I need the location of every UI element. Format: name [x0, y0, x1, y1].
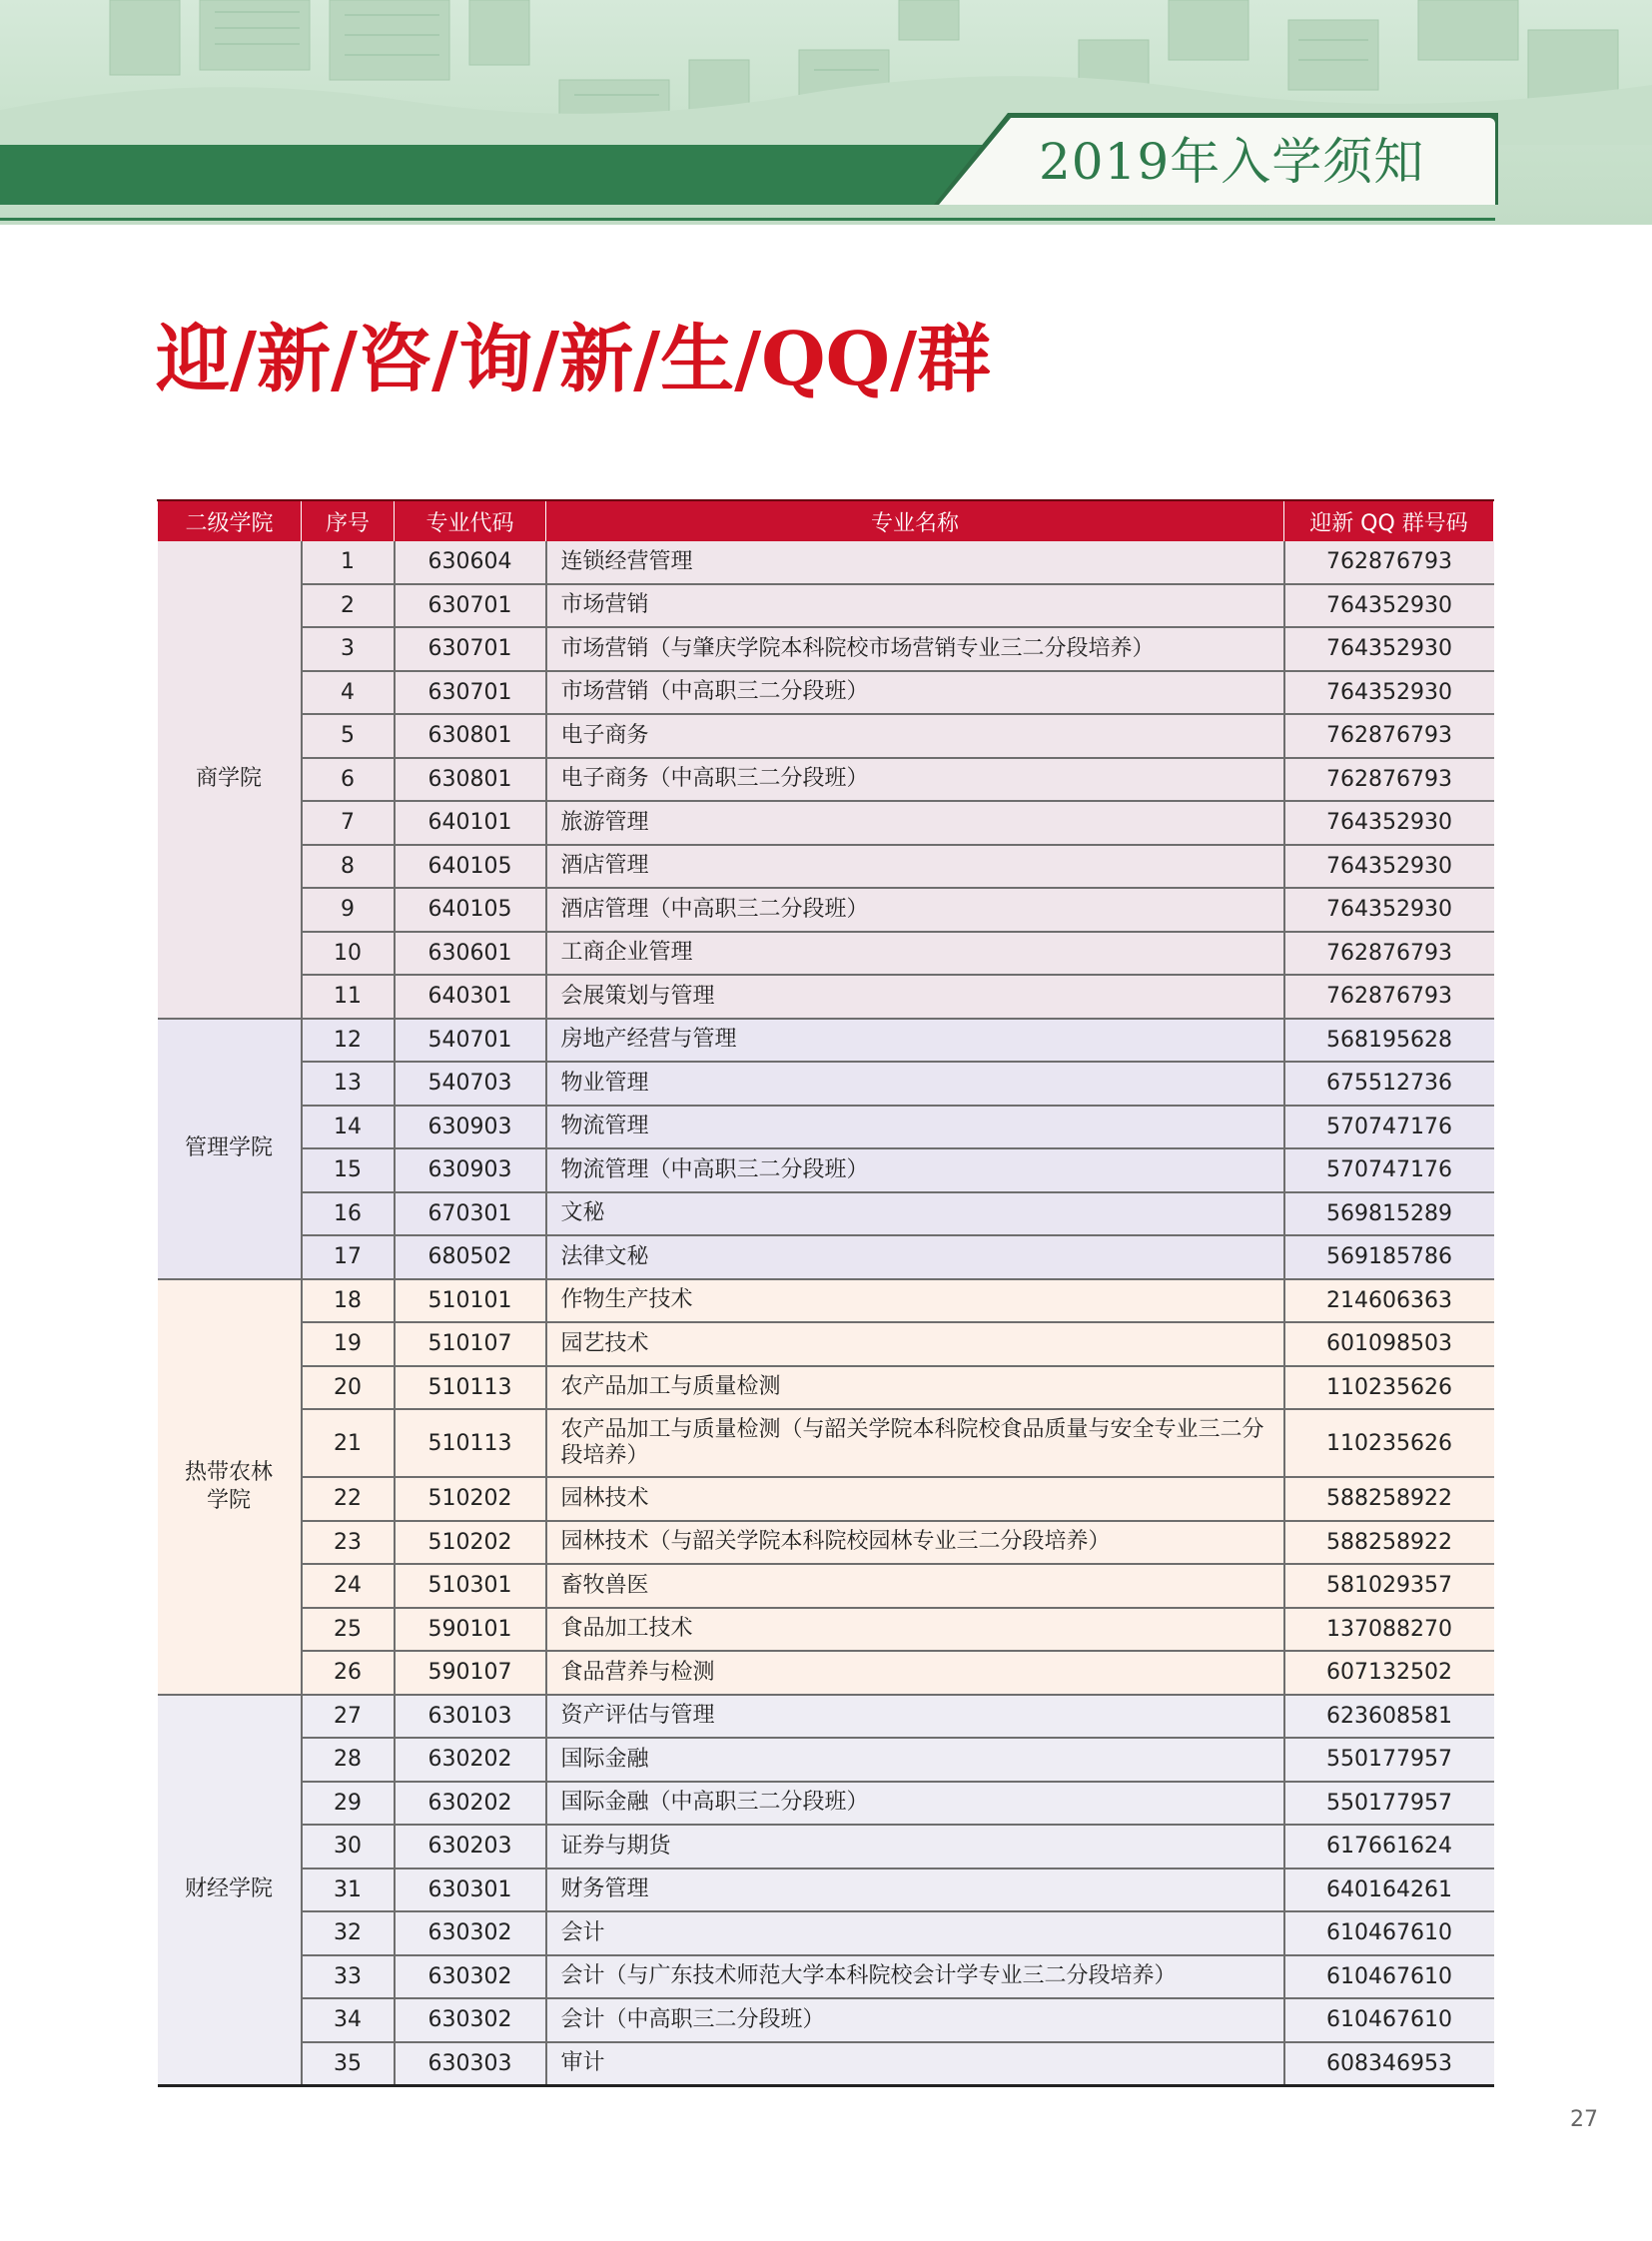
row-number-cell: 15 [302, 1148, 395, 1192]
major-code-cell: 680502 [395, 1235, 546, 1279]
column-header-qq-group: 迎新 QQ 群号码 [1284, 500, 1494, 541]
major-name-cell: 农产品加工与质量检测 [546, 1366, 1284, 1410]
row-number-cell: 34 [302, 1998, 395, 2042]
row-number-cell: 18 [302, 1279, 395, 1323]
qq-group-cell: 588258922 [1284, 1521, 1494, 1565]
major-name-cell: 市场营销 [546, 584, 1284, 628]
table-row [158, 2042, 1494, 2086]
table-row [158, 584, 1494, 628]
table-row [158, 1955, 1494, 1999]
qq-group-cell: 550177957 [1284, 1782, 1494, 1826]
table-row [158, 1235, 1494, 1279]
major-name-cell: 物业管理 [546, 1062, 1284, 1106]
major-name-cell: 市场营销（中高职三二分段班） [546, 671, 1284, 715]
page-number: 27 [1570, 2107, 1598, 2132]
qq-group-cell: 640164261 [1284, 1868, 1494, 1912]
qq-group-cell: 623608581 [1284, 1695, 1494, 1739]
table-row [158, 1868, 1494, 1912]
row-number-cell: 8 [302, 845, 395, 889]
table-row [158, 975, 1494, 1019]
qq-group-cell: 568195628 [1284, 1019, 1494, 1063]
column-header-major-code: 专业代码 [395, 500, 546, 541]
row-number-cell: 6 [302, 758, 395, 802]
row-number-cell: 22 [302, 1477, 395, 1521]
row-number-cell: 27 [302, 1695, 395, 1739]
row-number-cell: 5 [302, 714, 395, 758]
major-name-cell: 电子商务 [546, 714, 1284, 758]
table-row [158, 1019, 1494, 1063]
major-name-cell: 会计（中高职三二分段班） [546, 1998, 1284, 2042]
qq-group-cell: 617661624 [1284, 1825, 1494, 1868]
qq-group-cell: 764352930 [1284, 845, 1494, 889]
table-row [158, 627, 1494, 671]
row-number-cell: 3 [302, 627, 395, 671]
major-code-cell: 630701 [395, 584, 546, 628]
qq-group-cell: 214606363 [1284, 1279, 1494, 1323]
major-code-cell: 640301 [395, 975, 546, 1019]
table-row [158, 1062, 1494, 1106]
major-name-cell: 酒店管理（中高职三二分段班） [546, 888, 1284, 932]
table-row [158, 1366, 1494, 1410]
table-body [158, 541, 1494, 2086]
major-name-cell: 会计 [546, 1911, 1284, 1955]
row-number-cell: 11 [302, 975, 395, 1019]
header-divider [0, 218, 1495, 221]
column-header-college: 二级学院 [158, 500, 302, 541]
college-cell: 商学院 [158, 541, 302, 1019]
major-code-cell: 510301 [395, 1564, 546, 1608]
table-row [158, 1738, 1494, 1782]
qq-group-table [157, 499, 1494, 2087]
table-row [158, 1564, 1494, 1608]
table-row [158, 1521, 1494, 1565]
qq-group-cell: 764352930 [1284, 627, 1494, 671]
page-title: 迎/新/咨/询/新/生/QQ/群 [156, 317, 992, 402]
major-code-cell: 640105 [395, 845, 546, 889]
qq-group-cell: 588258922 [1284, 1477, 1494, 1521]
qq-group-cell: 550177957 [1284, 1738, 1494, 1782]
table-row [158, 1911, 1494, 1955]
major-code-cell: 510107 [395, 1322, 546, 1366]
qq-group-cell: 610467610 [1284, 1955, 1494, 1999]
row-number-cell: 19 [302, 1322, 395, 1366]
qq-group-cell: 764352930 [1284, 888, 1494, 932]
qq-group-cell: 581029357 [1284, 1564, 1494, 1608]
row-number-cell: 29 [302, 1782, 395, 1826]
college-cell: 管理学院 [158, 1019, 302, 1279]
major-name-cell: 作物生产技术 [546, 1279, 1284, 1323]
major-name-cell: 工商企业管理 [546, 932, 1284, 976]
college-cell: 热带农林 学院 [158, 1279, 302, 1695]
row-number-cell: 16 [302, 1192, 395, 1236]
major-name-cell: 畜牧兽医 [546, 1564, 1284, 1608]
qq-group-cell: 764352930 [1284, 584, 1494, 628]
qq-group-cell: 675512736 [1284, 1062, 1494, 1106]
major-code-cell: 510202 [395, 1521, 546, 1565]
qq-group-cell: 762876793 [1284, 541, 1494, 584]
table-row [158, 801, 1494, 845]
table-row [158, 1279, 1494, 1323]
major-name-cell: 审计 [546, 2042, 1284, 2086]
major-code-cell: 630601 [395, 932, 546, 976]
row-number-cell: 14 [302, 1106, 395, 1149]
row-number-cell: 12 [302, 1019, 395, 1063]
row-number-cell: 1 [302, 541, 395, 584]
qq-group-cell: 607132502 [1284, 1651, 1494, 1695]
major-name-cell: 物流管理（中高职三二分段班） [546, 1148, 1284, 1192]
major-code-cell: 540701 [395, 1019, 546, 1063]
major-code-cell: 670301 [395, 1192, 546, 1236]
major-code-cell: 630903 [395, 1148, 546, 1192]
table-row [158, 541, 1494, 584]
qq-group-cell: 764352930 [1284, 671, 1494, 715]
major-name-cell: 国际金融（中高职三二分段班） [546, 1782, 1284, 1826]
table-row [158, 1998, 1494, 2042]
qq-group-cell: 110235626 [1284, 1409, 1494, 1477]
row-number-cell: 32 [302, 1911, 395, 1955]
major-code-cell: 640105 [395, 888, 546, 932]
major-code-cell: 640101 [395, 801, 546, 845]
major-code-cell: 630801 [395, 758, 546, 802]
major-code-cell: 630103 [395, 1695, 546, 1739]
column-header-number: 序号 [302, 500, 395, 541]
row-number-cell: 4 [302, 671, 395, 715]
major-name-cell: 财务管理 [546, 1868, 1284, 1912]
row-number-cell: 23 [302, 1521, 395, 1565]
major-name-cell: 物流管理 [546, 1106, 1284, 1149]
row-number-cell: 2 [302, 584, 395, 628]
qq-group-cell: 570747176 [1284, 1106, 1494, 1149]
booklet-title: 2019年入学须知 [1039, 133, 1425, 191]
column-header-major-name: 专业名称 [546, 500, 1284, 541]
major-code-cell: 630303 [395, 2042, 546, 2086]
major-name-cell: 食品加工技术 [546, 1608, 1284, 1652]
major-name-cell: 园艺技术 [546, 1322, 1284, 1366]
table-row [158, 1322, 1494, 1366]
major-name-cell: 会计（与广东技术师范大学本科院校会计学专业三二分段培养） [546, 1955, 1284, 1999]
table-row [158, 1608, 1494, 1652]
table-row [158, 1192, 1494, 1236]
row-number-cell: 25 [302, 1608, 395, 1652]
table-row [158, 1148, 1494, 1192]
major-code-cell: 630801 [395, 714, 546, 758]
qq-group-cell: 608346953 [1284, 2042, 1494, 2086]
major-name-cell: 文秘 [546, 1192, 1284, 1236]
major-code-cell: 630903 [395, 1106, 546, 1149]
major-name-cell: 法律文秘 [546, 1235, 1284, 1279]
college-cell: 财经学院 [158, 1695, 302, 2086]
table-row [158, 1782, 1494, 1826]
major-code-cell: 590101 [395, 1608, 546, 1652]
major-code-cell: 630302 [395, 1998, 546, 2042]
row-number-cell: 30 [302, 1825, 395, 1868]
qq-group-cell: 762876793 [1284, 975, 1494, 1019]
qq-group-cell: 137088270 [1284, 1608, 1494, 1652]
row-number-cell: 21 [302, 1409, 395, 1477]
table-row [158, 1825, 1494, 1868]
major-name-cell: 旅游管理 [546, 801, 1284, 845]
qq-group-cell: 610467610 [1284, 1911, 1494, 1955]
major-name-cell: 市场营销（与肇庆学院本科院校市场营销专业三二分段培养） [546, 627, 1284, 671]
row-number-cell: 26 [302, 1651, 395, 1695]
row-number-cell: 31 [302, 1868, 395, 1912]
major-code-cell: 510202 [395, 1477, 546, 1521]
table-row [158, 758, 1494, 802]
row-number-cell: 7 [302, 801, 395, 845]
major-name-cell: 证券与期货 [546, 1825, 1284, 1868]
major-name-cell: 酒店管理 [546, 845, 1284, 889]
major-name-cell: 电子商务（中高职三二分段班） [546, 758, 1284, 802]
major-name-cell: 房地产经营与管理 [546, 1019, 1284, 1063]
major-code-cell: 510101 [395, 1279, 546, 1323]
row-number-cell: 9 [302, 888, 395, 932]
table-row [158, 714, 1494, 758]
major-name-cell: 连锁经营管理 [546, 541, 1284, 584]
table-row [158, 1651, 1494, 1695]
major-name-cell: 资产评估与管理 [546, 1695, 1284, 1739]
table-header-row [158, 500, 1494, 541]
row-number-cell: 17 [302, 1235, 395, 1279]
major-name-cell: 园林技术（与韶关学院本科院校园林专业三二分段培养） [546, 1521, 1284, 1565]
qq-group-cell: 610467610 [1284, 1998, 1494, 2042]
major-code-cell: 630701 [395, 627, 546, 671]
major-name-cell: 园林技术 [546, 1477, 1284, 1521]
table-row [158, 1409, 1494, 1477]
row-number-cell: 33 [302, 1955, 395, 1999]
major-name-cell: 国际金融 [546, 1738, 1284, 1782]
table-row [158, 1695, 1494, 1739]
qq-group-cell: 601098503 [1284, 1322, 1494, 1366]
row-number-cell: 28 [302, 1738, 395, 1782]
row-number-cell: 20 [302, 1366, 395, 1410]
qq-group-cell: 762876793 [1284, 932, 1494, 976]
major-code-cell: 630202 [395, 1782, 546, 1826]
qq-group-cell: 762876793 [1284, 758, 1494, 802]
row-number-cell: 10 [302, 932, 395, 976]
major-code-cell: 630203 [395, 1825, 546, 1868]
major-code-cell: 590107 [395, 1651, 546, 1695]
major-code-cell: 630701 [395, 671, 546, 715]
qq-group-cell: 764352930 [1284, 801, 1494, 845]
qq-group-cell: 569185786 [1284, 1235, 1494, 1279]
major-code-cell: 510113 [395, 1409, 546, 1477]
major-name-cell: 农产品加工与质量检测（与韶关学院本科院校食品质量与安全专业三二分段培养） [546, 1409, 1284, 1477]
qq-group-cell: 762876793 [1284, 714, 1494, 758]
table-row [158, 671, 1494, 715]
row-number-cell: 35 [302, 2042, 395, 2086]
row-number-cell: 13 [302, 1062, 395, 1106]
table-row [158, 932, 1494, 976]
major-code-cell: 630301 [395, 1868, 546, 1912]
major-code-cell: 510113 [395, 1366, 546, 1410]
row-number-cell: 24 [302, 1564, 395, 1608]
major-name-cell: 会展策划与管理 [546, 975, 1284, 1019]
major-code-cell: 630604 [395, 541, 546, 584]
qq-group-cell: 569815289 [1284, 1192, 1494, 1236]
table-row [158, 1477, 1494, 1521]
qq-group-cell: 110235626 [1284, 1366, 1494, 1410]
table-row [158, 845, 1494, 889]
table-row [158, 1106, 1494, 1149]
table-row [158, 888, 1494, 932]
major-code-cell: 540703 [395, 1062, 546, 1106]
major-code-cell: 630202 [395, 1738, 546, 1782]
major-code-cell: 630302 [395, 1955, 546, 1999]
major-code-cell: 630302 [395, 1911, 546, 1955]
major-name-cell: 食品营养与检测 [546, 1651, 1284, 1695]
qq-group-cell: 570747176 [1284, 1148, 1494, 1192]
